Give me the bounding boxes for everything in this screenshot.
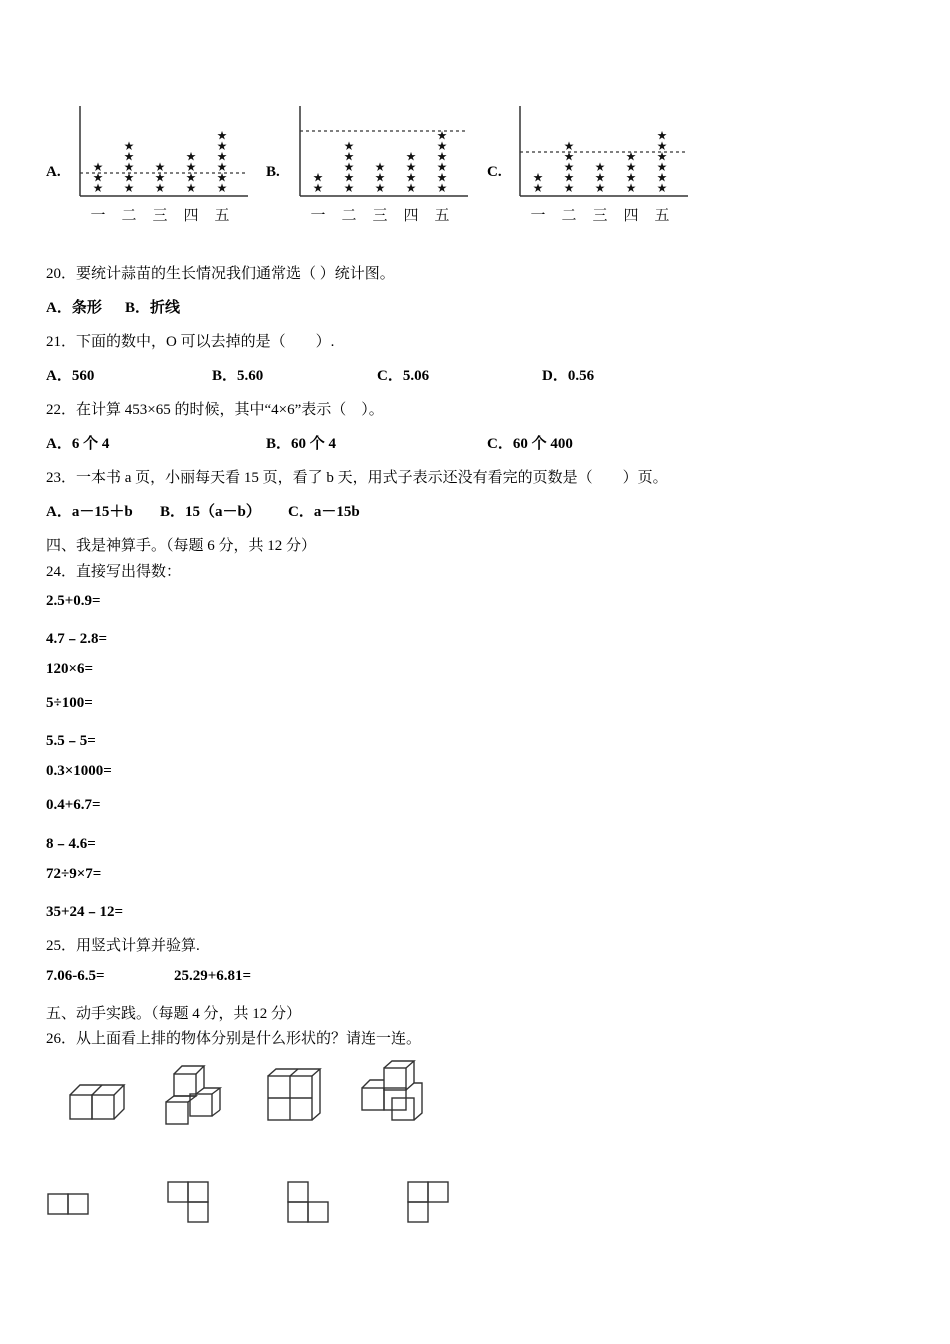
star-mark: ★ [563,160,575,174]
top-view-1[interactable] [46,1190,92,1218]
section-4-heading: 四、我是神算手。（每题 6 分，共 12 分） [46,538,317,554]
star-mark: ★ [92,181,104,195]
chart-b-label: B. [266,164,280,180]
star-mark: ★ [656,128,668,143]
calc-item: 5.5﹣5= [46,733,96,749]
star-mark: ★ [343,160,355,174]
category-label: 四 [623,206,639,224]
star-mark: ★ [405,160,417,174]
vertical-calc-b: 25.29+6.81= [174,968,252,984]
star-mark: ★ [532,181,544,195]
star-mark: ★ [436,139,448,153]
category-label: 四 [403,206,419,224]
top-view-2[interactable] [164,1180,212,1228]
category-label: 二 [561,206,577,224]
cube-object-4[interactable] [356,1058,426,1124]
star-mark: ★ [594,160,606,174]
category-label: 三 [592,206,608,224]
question-20: 20．要统计蒜苗的生长情况我们通常选（ ）统计图。 [46,266,395,282]
star-mark: ★ [625,149,637,164]
star-mark: ★ [92,170,104,185]
star-mark: ★ [123,181,135,195]
star-mark: ★ [123,160,135,174]
star-mark: ★ [594,181,606,195]
star-mark: ★ [185,149,197,164]
star-mark: ★ [625,170,637,185]
category-label: 五 [434,206,450,224]
chart-c-label: C. [487,164,502,180]
star-mark: ★ [436,170,448,185]
star-mark: ★ [374,160,386,174]
section-5-heading: 五、动手实践。（每题 4 分，共 12 分） [46,1006,302,1022]
star-mark: ★ [216,181,228,195]
star-mark: ★ [343,139,355,153]
top-view-4[interactable] [404,1180,452,1228]
star-mark: ★ [594,170,606,185]
q22-option-c[interactable]: C．60 个 400 [487,436,573,452]
star-mark: ★ [563,170,575,185]
calc-item: 2.5+0.9= [46,593,101,609]
category-label: 二 [121,206,137,224]
cube-object-2[interactable] [160,1062,226,1128]
star-mark: ★ [563,181,575,195]
star-mark: ★ [656,149,668,164]
star-mark: ★ [216,160,228,174]
q23-option-a[interactable]: A．a－15＋b [46,504,133,520]
q20-option-a[interactable]: A．条形 [46,300,102,316]
q21-option-a[interactable]: A．560 [46,368,95,384]
pictograph-chart-c [510,100,700,230]
cube-object-3[interactable] [262,1066,322,1124]
star-mark: ★ [405,149,417,164]
vertical-calc-a: 7.06-6.5= [46,968,105,984]
calc-item: 0.3×1000= [46,763,112,779]
q20-option-b[interactable]: B．折线 [125,300,181,316]
category-label: 四 [183,206,199,224]
calc-item: 8﹣4.6= [46,836,96,852]
calc-item: 5÷100= [46,695,93,711]
category-label: 二 [341,206,357,224]
star-mark: ★ [563,139,575,153]
category-label: 五 [654,206,670,224]
question-22: 22．在计算 453×65 的时候，其中“4×6”表示（ ）。 [46,402,384,418]
question-25: 25．用竖式计算并验算. [46,938,200,954]
star-mark: ★ [436,149,448,164]
cube-object-1[interactable] [64,1075,128,1125]
q21-option-b[interactable]: B．5.60 [212,368,264,384]
star-mark: ★ [185,181,197,195]
q22-option-a[interactable]: A．6 个 4 [46,436,110,452]
category-label: 三 [372,206,388,224]
category-label: 一 [310,206,326,224]
q23-option-c[interactable]: C．a－15b [288,504,360,520]
calc-item: 120×6= [46,661,94,677]
category-label: 一 [90,206,106,224]
star-mark: ★ [436,181,448,195]
star-mark: ★ [656,170,668,185]
star-mark: ★ [625,181,637,195]
star-mark: ★ [92,160,104,174]
chart-a-label: A. [46,164,61,180]
pictograph-chart-b [290,100,480,230]
pictograph-chart-a [70,100,260,230]
star-mark: ★ [405,170,417,185]
question-24: 24．直接写出得数： [46,564,182,580]
star-mark: ★ [312,170,324,185]
calc-item: 4.7﹣2.8= [46,631,108,647]
category-label: 五 [214,206,230,224]
star-mark: ★ [185,170,197,185]
question-21: 21．下面的数中，O 可以去掉的是（ ）. [46,334,335,350]
star-mark: ★ [656,139,668,153]
q21-option-d[interactable]: D．0.56 [542,368,595,384]
star-mark: ★ [625,160,637,174]
question-26: 26．从上面看上排的物体分别是什么形状的？请连一连。 [46,1031,422,1047]
star-mark: ★ [436,160,448,174]
star-mark: ★ [216,149,228,164]
star-mark: ★ [374,181,386,195]
star-mark: ★ [343,149,355,164]
star-mark: ★ [656,160,668,174]
star-mark: ★ [374,170,386,185]
star-mark: ★ [154,181,166,195]
q23-option-b[interactable]: B．15（a－b） [160,504,261,520]
star-mark: ★ [312,181,324,195]
top-view-3[interactable] [284,1180,332,1228]
star-mark: ★ [154,160,166,174]
star-mark: ★ [123,170,135,185]
q22-option-b[interactable]: B．60 个 4 [266,436,337,452]
star-mark: ★ [343,181,355,195]
star-mark: ★ [656,181,668,195]
category-label: 三 [152,206,168,224]
star-mark: ★ [343,170,355,185]
calc-item: 0.4+6.7= [46,797,101,813]
star-mark: ★ [185,160,197,174]
calc-item: 35+24﹣12= [46,904,124,920]
star-mark: ★ [154,170,166,185]
star-mark: ★ [216,128,228,143]
star-mark: ★ [532,170,544,185]
calc-item: 72÷9×7= [46,866,102,882]
star-mark: ★ [563,149,575,164]
category-label: 一 [530,206,546,224]
question-23: 23．一本书 a 页，小丽每天看 15 页，看了 b 天，用式子表示还没有看完的页数是（ ）页。 [46,470,668,486]
star-mark: ★ [123,139,135,153]
star-mark: ★ [216,170,228,185]
star-mark: ★ [216,139,228,153]
q21-option-c[interactable]: C．5.06 [377,368,430,384]
star-mark: ★ [436,128,448,143]
star-mark: ★ [405,181,417,195]
star-mark: ★ [123,149,135,164]
